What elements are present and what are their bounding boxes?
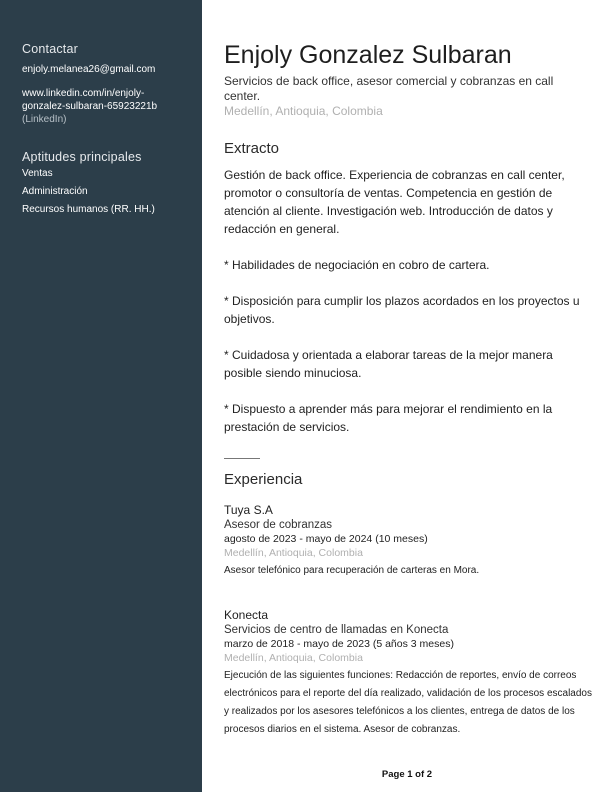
headline: Servicios de back office, asesor comercial y cobranzas en call center. bbox=[224, 74, 554, 103]
skills-heading: Aptitudes principales bbox=[22, 150, 142, 164]
linkedin-label: (LinkedIn) bbox=[22, 114, 67, 125]
skill-item: Administración bbox=[22, 186, 88, 197]
summary-body bbox=[224, 166, 586, 454]
job-title: Servicios de centro de llamadas en Konecta bbox=[224, 624, 449, 636]
job-dates: marzo de 2018 - mayo de 2023 (5 años 3 meses) bbox=[224, 638, 454, 650]
section-divider bbox=[224, 458, 260, 459]
summary-paragraph: * Cuidadosa y orientada a elaborar tareas de la mejor manera posible siendo minuciosa. bbox=[224, 348, 553, 380]
page-indicator: Page 1 of 2 bbox=[381, 769, 433, 780]
job-description: Ejecución de las siguientes funciones: Redacción de reportes, envío de correos electrónicos para el reporte del día realizado, validación de los procesos escalados y realizados por los asesores telefónicos a los clientes, entrega de datos de los procesos diarios en el sistema. Asesor de cobranzas. bbox=[224, 670, 592, 735]
summary-paragraph: * Dispuesto a aprender más para mejorar el rendimiento en la prestación de servicios. bbox=[224, 402, 553, 434]
linkedin-url-line2: gonzalez-sulbaran-65923221b bbox=[22, 101, 158, 112]
job-location: Medellín, Antioquia, Colombia bbox=[224, 652, 363, 664]
job-title: Asesor de cobranzas bbox=[224, 519, 333, 531]
skill-item: Ventas bbox=[22, 168, 53, 179]
person-name: Enjoly Gonzalez Sulbaran bbox=[224, 41, 512, 69]
job-entry bbox=[224, 503, 594, 580]
summary-paragraph: * Habilidades de negociación en cobro de cartera. bbox=[224, 258, 490, 272]
experience-title: Experiencia bbox=[224, 471, 303, 488]
job-company: Tuya S.A bbox=[224, 503, 273, 517]
linkedin-link[interactable] bbox=[22, 87, 196, 126]
summary-title: Extracto bbox=[224, 140, 280, 157]
job-dates: agosto de 2023 - mayo de 2024 (10 meses) bbox=[224, 533, 428, 545]
job-company: Konecta bbox=[224, 608, 269, 622]
skill-item: Recursos humanos (RR. HH.) bbox=[22, 204, 155, 215]
summary-paragraph: Gestión de back office. Experiencia de cobranzas en call center, promotor o consultoría de ventas. Competencia en gestión de atención al cliente. Investigación web. Introducción de datos y redacción en general. bbox=[224, 168, 565, 236]
email-link[interactable]: enjoly.melanea26@gmail.com bbox=[22, 64, 156, 75]
location: Medellín, Antioquia, Colombia bbox=[224, 104, 383, 118]
job-location: Medellín, Antioquia, Colombia bbox=[224, 547, 363, 559]
contact-section bbox=[22, 42, 196, 126]
summary-paragraph: * Disposición para cumplir los plazos acordados en los proyectos u objetivos. bbox=[224, 294, 580, 326]
sidebar bbox=[0, 0, 202, 792]
contact-heading: Contactar bbox=[22, 42, 78, 56]
job-entry bbox=[224, 608, 594, 739]
job-description: Asesor telefónico para recuperación de carteras en Mora. bbox=[224, 565, 480, 576]
skills-section bbox=[22, 150, 196, 219]
linkedin-url-line1: www.linkedin.com/in/enjoly- bbox=[22, 88, 145, 99]
